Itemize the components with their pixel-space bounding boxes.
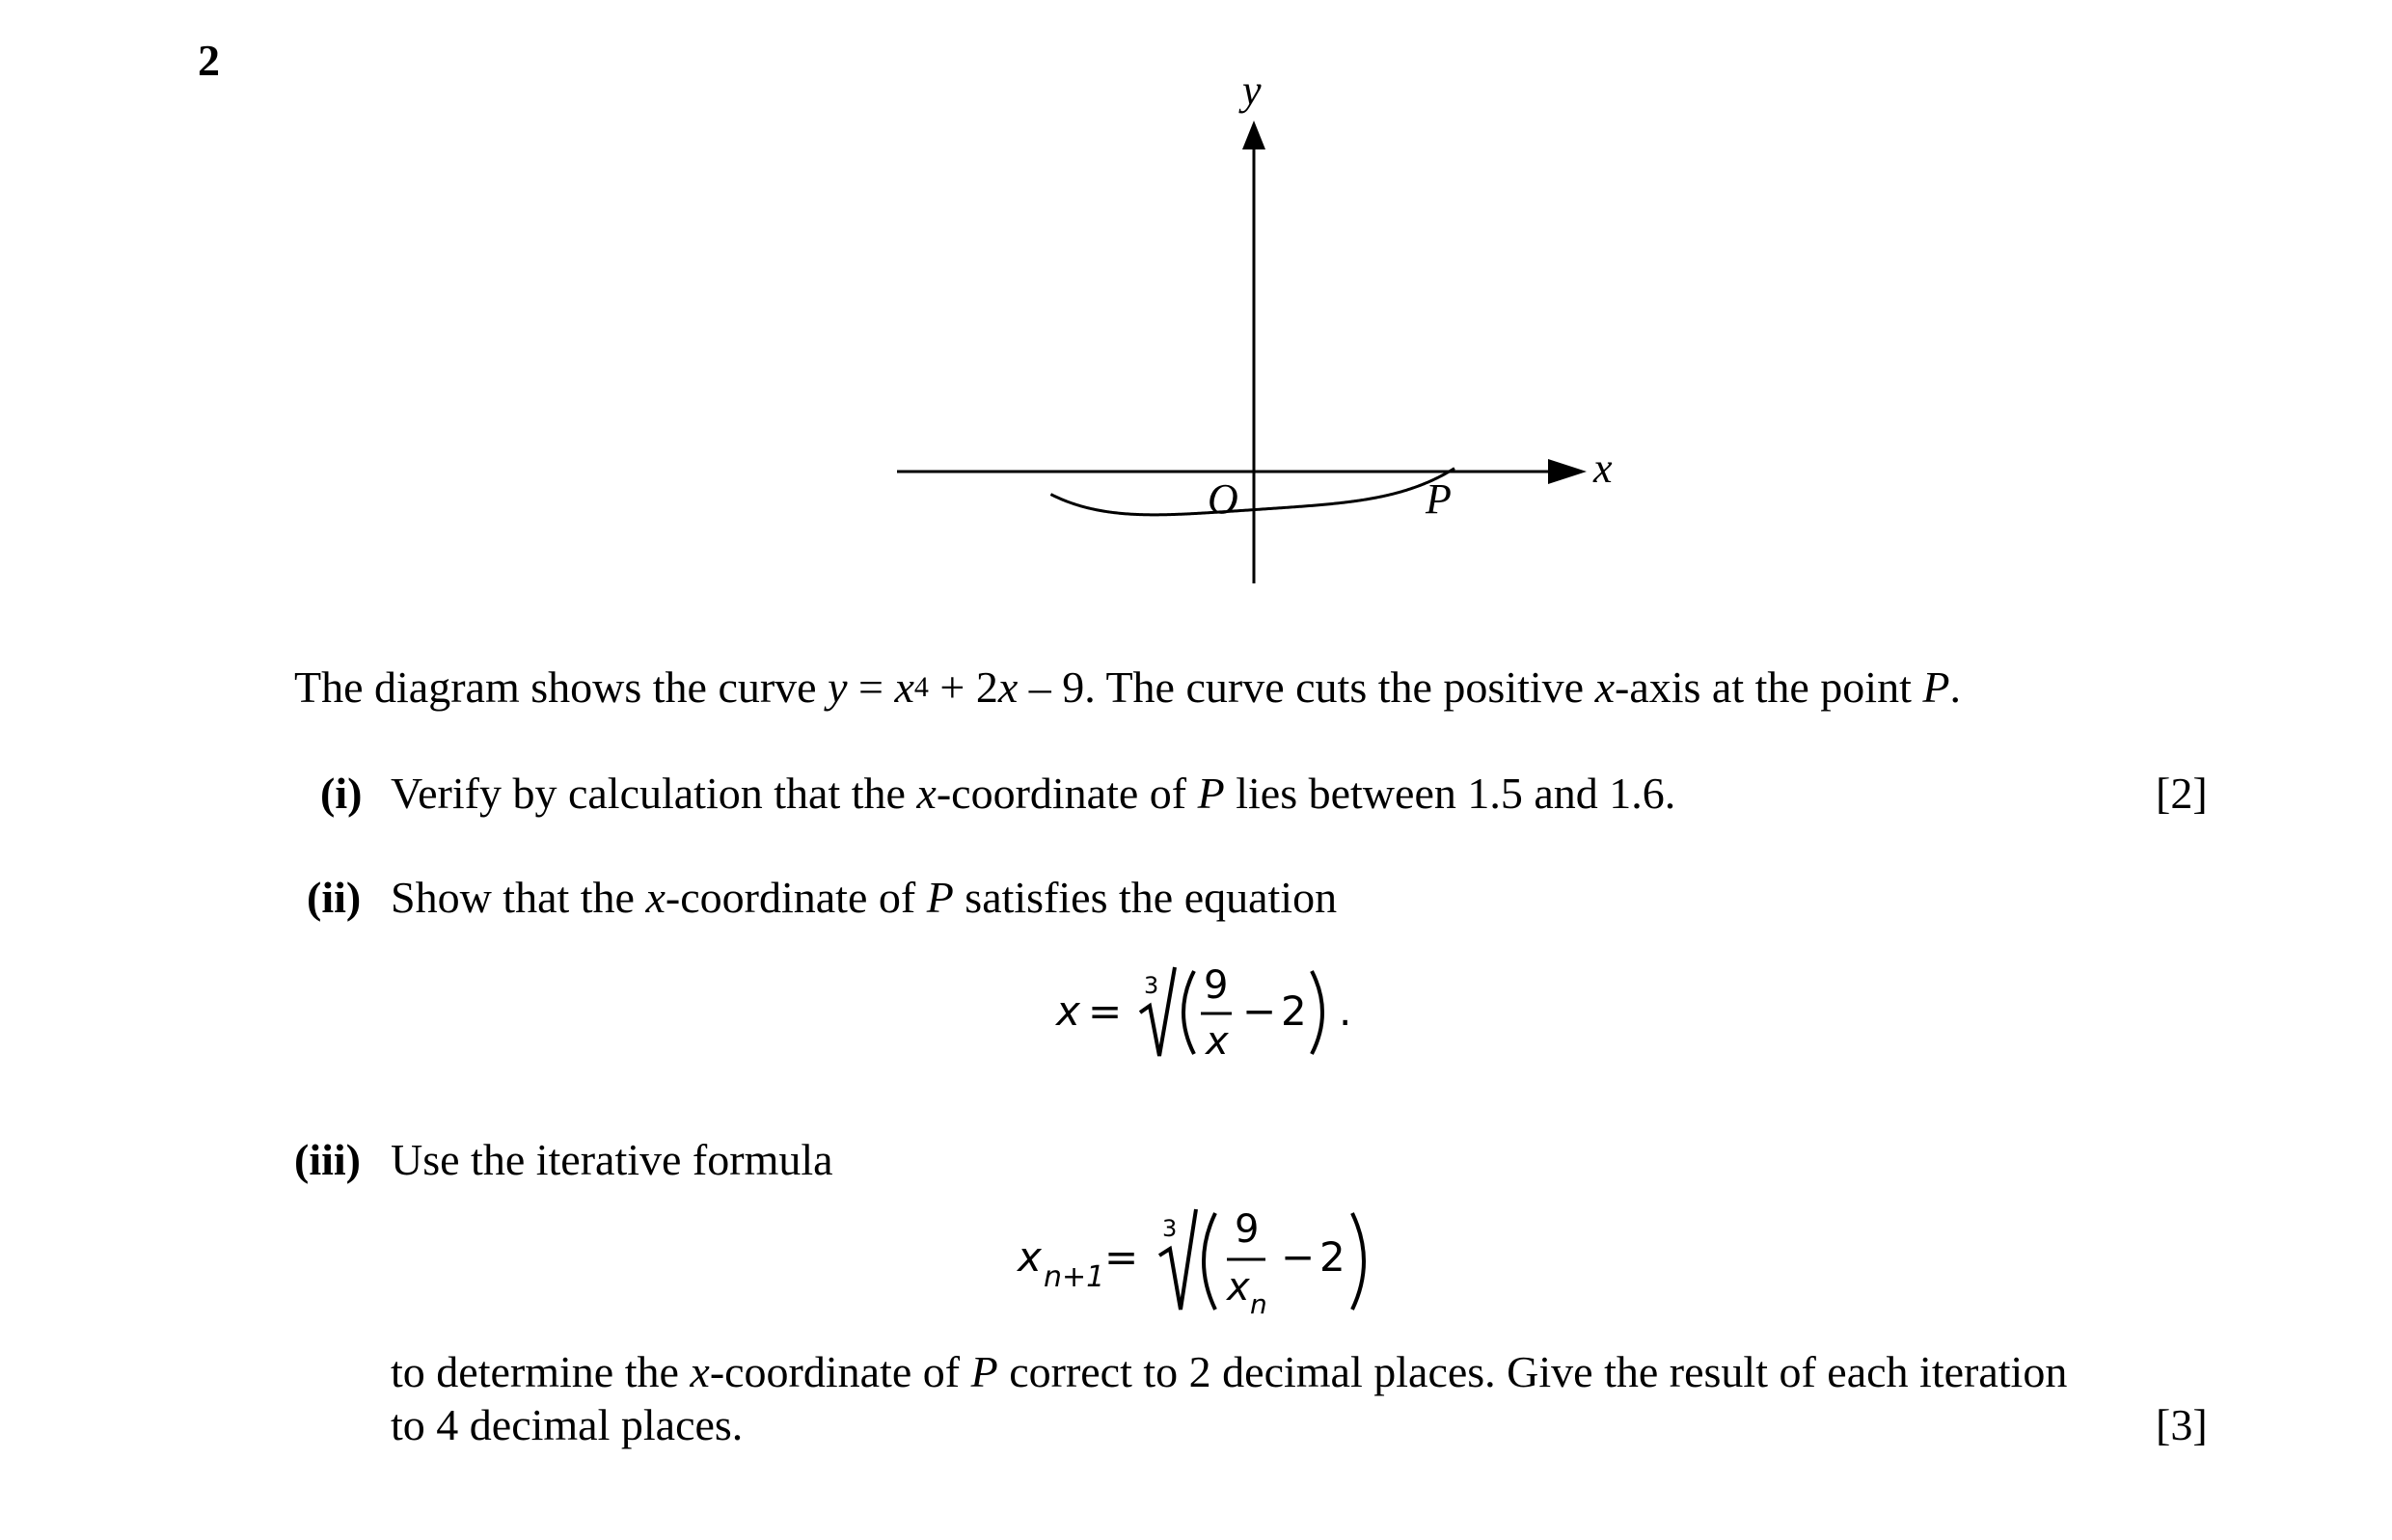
y-axis-arrow xyxy=(1242,121,1265,149)
svg-text:9: 9 xyxy=(1204,963,1229,1008)
question-number: 2 xyxy=(198,36,220,85)
part-i-label: (i) xyxy=(320,769,363,818)
part-iii-text: Use the iterative formula xyxy=(391,1135,833,1184)
point-p-label: P xyxy=(1426,475,1452,523)
svg-text:2: 2 xyxy=(1319,1233,1346,1281)
svg-text:x: x xyxy=(1056,987,1080,1035)
right-paren xyxy=(1352,1213,1364,1310)
equation-ii xyxy=(1032,950,1379,1080)
left-paren xyxy=(1204,1213,1215,1310)
part-iii-marks: [3] xyxy=(2156,1400,2208,1449)
svg-text:x: x xyxy=(1206,1019,1229,1064)
x-axis-arrow xyxy=(1548,459,1587,484)
right-paren xyxy=(1312,971,1322,1054)
equation-iii xyxy=(1013,1196,1418,1336)
part-iii-line1: to determine the x-coordinate of P correct to 2 decimal places. Give the result of each iteration xyxy=(391,1347,2068,1396)
svg-text:x: x xyxy=(1018,1233,1042,1281)
svg-text:=: = xyxy=(1088,987,1123,1035)
svg-text:=: = xyxy=(1104,1233,1139,1281)
origin-label: O xyxy=(1208,475,1238,523)
y-axis-label: y xyxy=(1242,67,1262,114)
svg-text:n: n xyxy=(1250,1288,1267,1320)
part-ii-label: (ii) xyxy=(307,873,362,922)
svg-text:n+1: n+1 xyxy=(1044,1260,1105,1294)
svg-text:−: − xyxy=(1242,987,1277,1035)
left-paren xyxy=(1183,971,1194,1054)
part-i-text: Verify by calculation that the x-coordinate of P lies between 1.5 and 1.6. xyxy=(391,769,1676,818)
part-ii-text: Show that the x-coordinate of P satisfies the equation xyxy=(391,873,1338,922)
question-stem: The diagram shows the curve $y = x^4 + 2x - 9$. The curve cuts the positive x-axis at the point P. xyxy=(294,662,1961,712)
svg-text:.: . xyxy=(1339,987,1352,1035)
curve-diagram xyxy=(868,58,1640,598)
part-iii-label: (iii) xyxy=(294,1135,361,1184)
svg-text:−: − xyxy=(1281,1233,1316,1281)
svg-text:3: 3 xyxy=(1162,1215,1178,1242)
svg-text:3: 3 xyxy=(1144,972,1159,999)
part-iii-line2: to 4 decimal places. xyxy=(391,1400,744,1449)
svg-text:2: 2 xyxy=(1281,987,1307,1035)
svg-text:9: 9 xyxy=(1235,1207,1260,1252)
x-axis-label: x xyxy=(1593,445,1613,492)
part-i-marks: [2] xyxy=(2156,769,2208,818)
svg-text:x: x xyxy=(1227,1265,1250,1310)
